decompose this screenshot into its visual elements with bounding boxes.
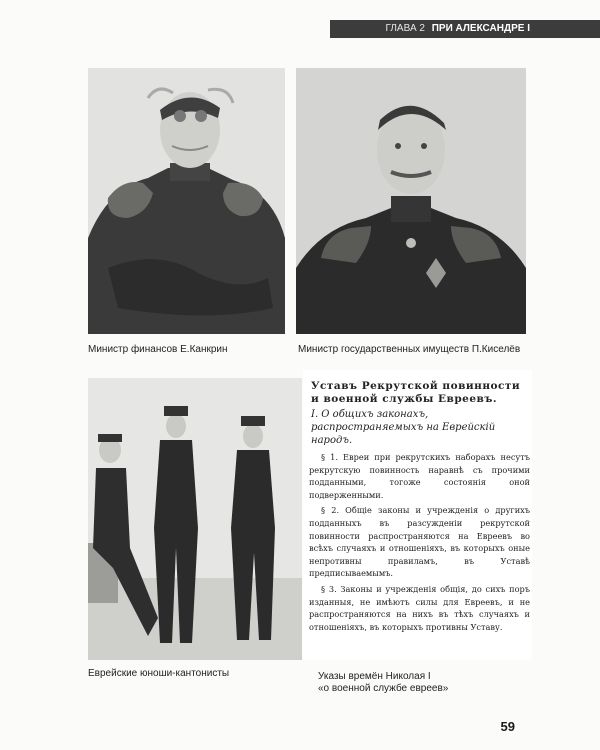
page-number: 59 [500, 719, 515, 734]
chapter-label: ГЛАВА 2 [385, 23, 425, 34]
decree-caption-line: «о военной службе евреев» [318, 683, 449, 694]
chapter-title: ПРИ АЛЕКСАНДРЕ I [431, 23, 530, 34]
portrait-kankrin [88, 68, 285, 334]
figure-caption: Министр государственных имуществ П.Киселёв [298, 344, 521, 355]
portrait-kiselev [296, 68, 526, 334]
decree-title: Уставъ Рекрутской повинности и военной службы Евреевъ. [311, 380, 521, 405]
decree-subtitle: I. О общихъ законахъ, распространяемыхъ на Еврейскій народъ. [311, 409, 496, 446]
decree-excerpt [303, 370, 532, 660]
decree-paragraph: § 3. Законы и учрежденія общія, до сихъ поръ изданныя, не имѣютъ силы для Евреевъ, и не распространяются на нихъ въ тѣхъ случаяхъ и отношеніяхъ, въ которыхъ противны Уставу. [309, 583, 530, 632]
running-header [386, 23, 530, 34]
picture-cantonists [88, 378, 302, 660]
decree-caption [318, 671, 448, 695]
decree-paragraph: § 2. Общіе законы и учрежденія о другихъ подданныхъ въ разсужденіи рекрутской повинности распространяются на Евреевъ во всѣхъ случаяхъ и отношеніяхъ, въ которыхъ оные непротивны правиламъ, въ Уставѣ предписываемымъ. [309, 505, 530, 579]
decree-caption-line: Указы времён Николая I [318, 671, 431, 682]
figure-caption: Еврейские юноши-кантонисты [88, 668, 230, 679]
decree-paragraph: § 1. Евреи при рекрутскихъ наборахъ несутъ рекрутскую повинность наравнѣ съ прочими подданными, тогоже состоянія оной подверженными. [309, 452, 530, 500]
figure-caption: Министр финансов Е.Канкрин [88, 344, 228, 355]
